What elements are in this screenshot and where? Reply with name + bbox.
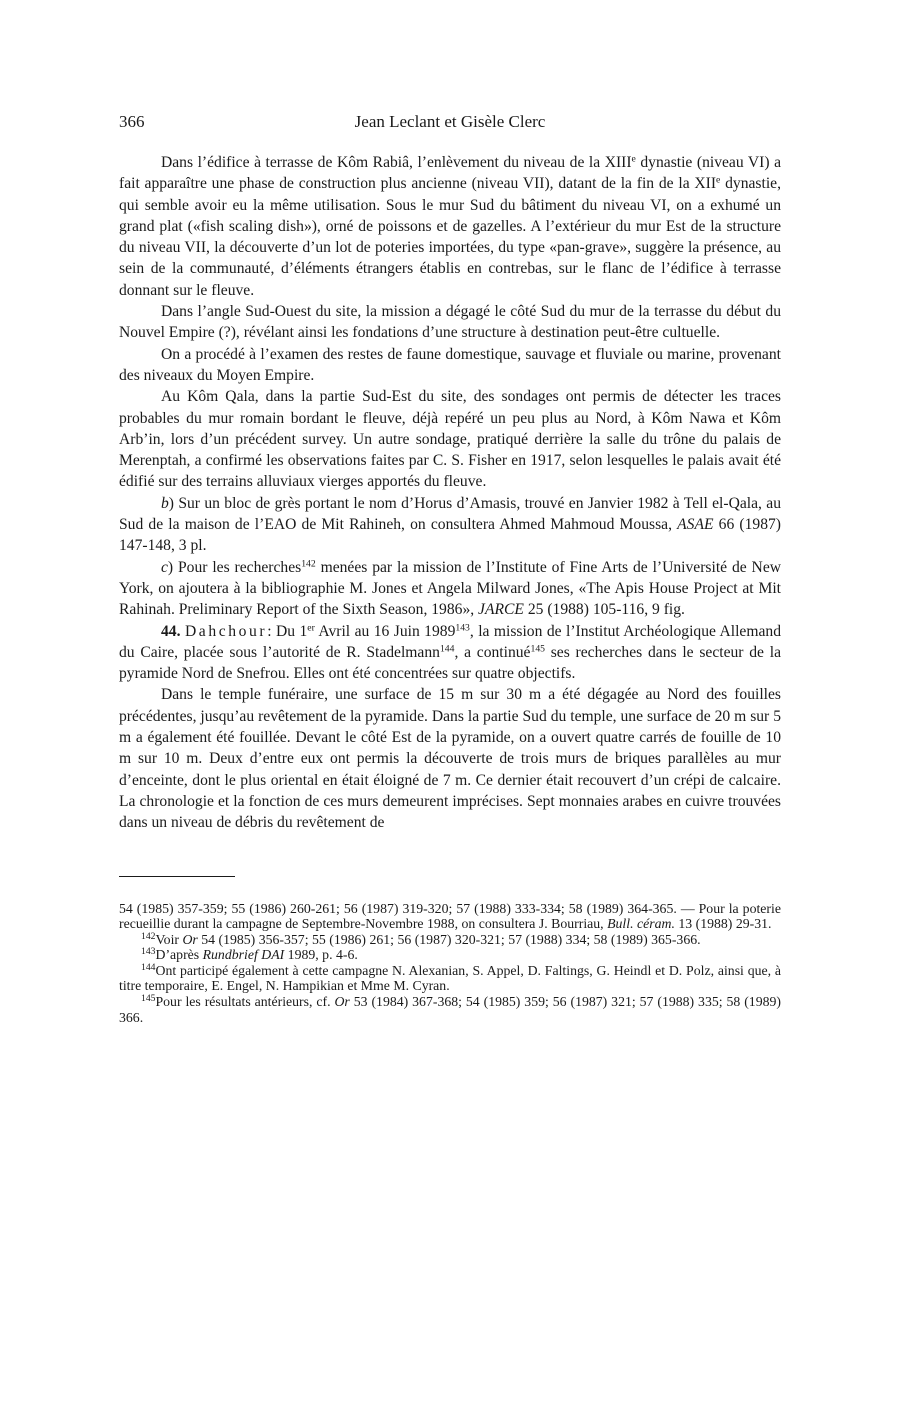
superscript: e: [631, 153, 636, 165]
running-header: [119, 112, 781, 140]
footnote: [119, 932, 781, 948]
text-run: D’après: [155, 947, 203, 963]
text-run: Pour les résultats antérieurs, cf.: [155, 994, 335, 1010]
text-run: Dans l’angle Sud-Ouest du site, la mission a dégagé le côté Sud du mur de la terrasse du début du Nouvel Empire (?), révélant ainsi les fondations d’une structure à destination peut-être cultuelle.: [119, 303, 781, 342]
superscript: 142: [301, 558, 316, 570]
text-run: dynastie, qui semble avoir eu la même utilisation. Sous le mur Sud du bâtiment du niveau VI, on a exhumé un grand plat («fish scaling dish»), orné de poissons et de gazelles. A l’extérieur du mur Est de la structure du niveau VII, la découverte d’un lot de poteries importées, du type «pan-grave», suggère la présence, au sein de la communauté, d’éléments étrangers établis en contrebas, sur le flanc de l’édifice à terrasse donnant sur le fleuve.: [119, 175, 781, 299]
superscript: 144: [141, 962, 156, 974]
site-name: Dahchour: [184, 622, 268, 640]
superscript: 142: [141, 930, 156, 942]
body-paragraph: [119, 684, 781, 833]
superscript: er: [307, 622, 315, 634]
body-paragraph: [119, 344, 781, 387]
document-page: [119, 112, 781, 1025]
italic-text: ASAE: [677, 516, 714, 534]
superscript: e: [716, 174, 721, 186]
body-text: [119, 152, 781, 834]
text-run: Au Kôm Qala, dans la partie Sud-Est du site, des sondages ont permis de détecter les traces probables du mur romain bordant le fleuve, déjà repéré un peu plus au Nord, à Kôm Nawa et Kôm Arb’in, lors d’un précédent survey. Un autre sondage, pratiqué derrière la salle du trône du palais de Merenptah, a confirmé les observations faites par C. S. Fisher en 1917, selon lesquelles le palais avait été édifié sur des terrains alluviaux vierges apportés du fleuve.: [119, 388, 781, 491]
text-run: 53 (1984) 367-368; 54 (1985) 359; 56 (1987) 321; 57 (1988) 335; 58 (1989) 366.: [119, 994, 782, 1025]
body-paragraph: [119, 301, 781, 344]
body-paragraph: [119, 493, 781, 557]
footnote: [119, 994, 781, 1025]
running-title: Jean Leclant et Gisèle Clerc: [354, 112, 546, 131]
text-run: Voir: [155, 931, 183, 947]
text-run: , a continué: [454, 643, 531, 661]
footnote-separator: [119, 876, 235, 877]
text-run: On a procédé à l’examen des restes de faune domestique, sauvage et fluviale ou marine, provenant des niveaux du Moyen Empire.: [119, 345, 781, 384]
text-run: Dans le temple funéraire, une surface de 15 m sur 30 m a été dégagée au Nord des fouilles précédentes, jusqu’au revêtement de la pyramide. Dans la partie Sud du temple, une surface de 20 m sur 5 m a également été fouillée. Devant le côté Est de la pyramide, on a ouvert quatre carrés de fouille de 10 m sur 10 m. Deux d’entre eux ont permis la découverte de trois murs de briques parallèles au mur d’enceinte, dont le plus oriental en était éloigné de 7 m. Ce dernier était recouvert d’un crépi de calcaire. La chronologie et la fonction de ces murs demeurent imprécises. Sept monnaies arabes en cuivre trouvées dans un niveau de débris du revêtement de: [119, 686, 781, 832]
text-run: 54 (1985) 357-359; 55 (1986) 260-261; 56 (1987) 319-320; 57 (1988) 333-334; 58 (1989) 364-365. — Pour la poterie recueillie durant la campagne de Septembre-Novembre 1988, on consultera J. Bourriau,: [119, 900, 781, 932]
text-run: ) Pour les recherches: [167, 558, 302, 576]
text-run: Ont participé également à cette campagne N. Alexanian, S. Appel, D. Faltings, G. Heindl et D. Polz, ainsi que, à titre temporaire, E. Engel, N. Hampikian et Mme M. Cyran.: [119, 962, 781, 994]
text-run: 1989, p. 4-6.: [284, 947, 358, 963]
superscript: 144: [439, 643, 455, 655]
italic-text: Bull. céram.: [607, 916, 675, 932]
body-paragraph: [119, 152, 781, 301]
section-number: 44.: [161, 622, 181, 640]
superscript: 143: [455, 622, 470, 634]
text-run: 13 (1988) 29-31.: [674, 916, 772, 932]
text-run: Avril au 16 Juin 1989: [314, 622, 456, 640]
text-run: ses recherches dans le secteur de la pyramide Nord de Snefrou. Elles ont été concentrées sur quatre objectifs.: [119, 643, 781, 683]
italic-text: b: [161, 494, 169, 512]
body-paragraph: [119, 386, 781, 492]
text-run: menées par la mission de l’Institute of Fine Arts de l’Université de New York, on ajoutera à la bibliographie M. Jones et Angela Milward Jones, «The Apis House Project at Mit Rahinah. Preliminary Report of the Sixth Season, 1986»,: [119, 558, 782, 619]
text-run: : Du 1: [267, 622, 308, 640]
footnotes: [119, 901, 781, 1026]
footnote: [119, 963, 781, 994]
superscript: 145: [530, 643, 545, 655]
body-paragraph: [119, 557, 781, 621]
page-number: 366: [119, 112, 145, 131]
text-run: , la mission de l’Institut Archéologique Allemand du Caire, placée sous l’autorité de R. Stadelmann: [119, 622, 781, 661]
text-run: 25 (1988) 105-116, 9 fig.: [523, 601, 685, 619]
text-run: Dans l’édifice à terrasse de Kôm Rabiâ, l’enlèvement du niveau de la XIII: [161, 154, 632, 171]
footnote: [119, 901, 781, 932]
text-run: ) Sur un bloc de grès portant le nom d’Horus d’Amasis, trouvé en Janvier 1982 à Tell el-Qala, au Sud de la maison de l’EAO de Mit Rahineh, on consultera Ahmed Mahmoud Moussa,: [119, 494, 781, 534]
italic-text: JARCE: [478, 601, 524, 619]
text-run: dynastie (niveau VI) a fait apparaître une phase de construction plus ancienne (niveau VII), datant de la fin de la XII: [119, 154, 782, 193]
italic-text: Or: [334, 994, 350, 1010]
superscript: 143: [141, 946, 156, 958]
text-run: 66 (1987) 147-148, 3 pl.: [119, 516, 781, 555]
text-run: 54 (1985) 356-357; 55 (1986) 261; 56 (1987) 320-321; 57 (1988) 334; 58 (1989) 365-366.: [197, 931, 701, 947]
italic-text: Rundbrief DAI: [202, 947, 285, 963]
italic-text: Or: [182, 931, 198, 947]
superscript: 145: [141, 993, 156, 1005]
footnote: [119, 947, 781, 963]
italic-text: c: [161, 558, 168, 576]
body-paragraph: [119, 621, 781, 685]
